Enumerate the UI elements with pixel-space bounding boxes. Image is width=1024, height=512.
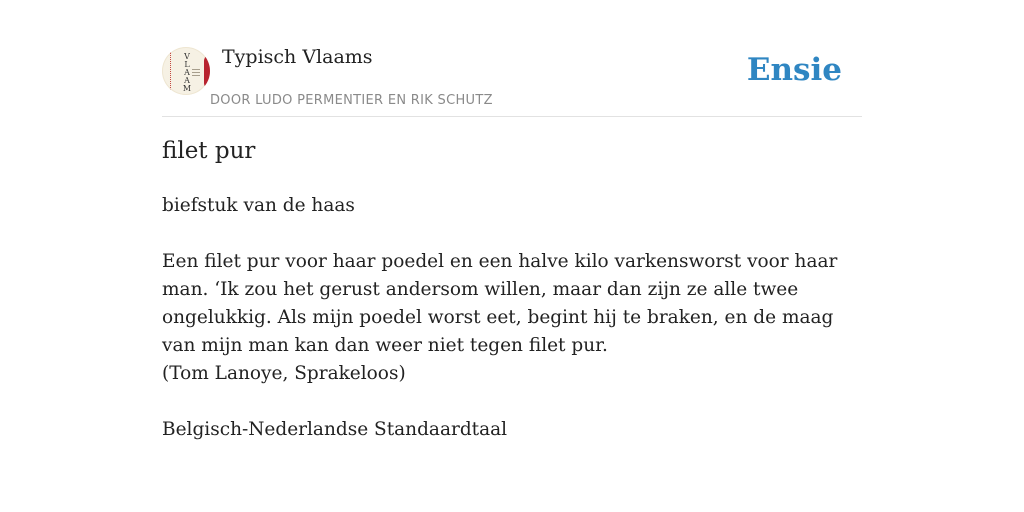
byline: DOOR LUDO PERMENTIER EN RIK SCHUTZ	[210, 93, 493, 108]
logo-letters: V L A A M	[182, 52, 192, 93]
entry-content	[162, 192, 862, 444]
site-title[interactable]: Typisch Vlaams	[222, 46, 373, 68]
entry-language: Belgisch-Nederlandse Standaardtaal	[162, 419, 508, 440]
entry-definition: biefstuk van de haas	[162, 195, 355, 216]
typisch-vlaams-logo[interactable]	[162, 47, 210, 95]
logo-dotted-line	[170, 52, 175, 90]
page-header	[162, 44, 862, 117]
spacer	[162, 388, 862, 416]
entry-term: filet pur	[162, 138, 256, 164]
logo-red-accent	[204, 55, 210, 89]
ensie-brand-link[interactable]: Ensie	[746, 52, 842, 88]
spacer	[162, 220, 862, 248]
entry-example: Een filet pur voor haar poedel en een halve kilo varkensworst voor haar man. ‘Ik zou het gerust andersom willen, maar dan zijn ze alle twee ongelukkig. Als mijn poedel worst eet, begint hij te braken, en de maag van mijn man kan dan weer niet tegen filet pur.	[162, 251, 838, 356]
entry-source: (Tom Lanoye, Sprakeloos)	[162, 363, 406, 384]
logo-text-lines	[192, 69, 200, 78]
